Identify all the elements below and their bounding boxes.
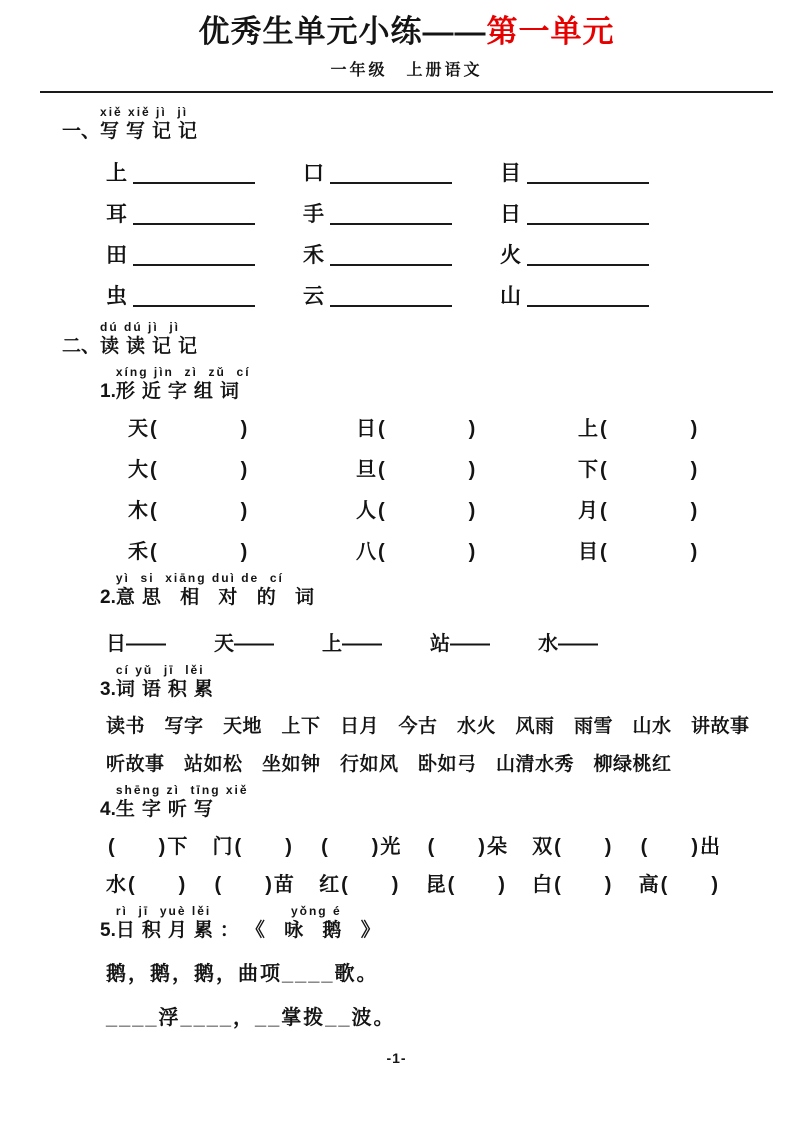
page-title xyxy=(62,14,751,50)
dictation-item xyxy=(532,873,613,897)
sub5-title-left: 日积月累： xyxy=(115,920,246,942)
paren-open: ( xyxy=(378,459,385,482)
after-text: 苗 xyxy=(273,874,294,897)
character: 上 xyxy=(106,162,127,186)
page-subtitle: 一年级 上册语文 xyxy=(330,61,483,79)
character: 下 xyxy=(578,459,598,482)
sub3-number: 3. xyxy=(100,679,116,701)
blank-line xyxy=(527,158,649,184)
sub4-number: 4. xyxy=(100,799,116,821)
paren-open: ( xyxy=(600,459,607,482)
paren-close: ) xyxy=(690,541,698,564)
character: 虫 xyxy=(106,285,127,309)
paren-close: ) xyxy=(158,836,166,859)
page-number: -1- xyxy=(386,1050,407,1066)
after-text: 下 xyxy=(167,836,188,859)
paren-open: ( xyxy=(660,874,668,897)
paren-close: ) xyxy=(265,874,272,897)
paren-close: ) xyxy=(391,874,399,897)
character: 田 xyxy=(106,244,127,268)
paren-close: ) xyxy=(240,459,248,482)
paren-close: ) xyxy=(468,459,476,482)
sub5-heading xyxy=(100,905,751,942)
paren-close: ) xyxy=(240,541,248,564)
paren-open: ( xyxy=(378,500,385,523)
section1-pinyin: xiě xiě jì jì xyxy=(100,104,189,119)
blank-line xyxy=(527,281,649,307)
sub5-title-right: 《 咏 鹅 》 xyxy=(245,920,387,942)
dictation-line1 xyxy=(106,835,720,859)
header-divider xyxy=(40,91,773,93)
dictation-item xyxy=(319,835,400,859)
character: 口 xyxy=(303,162,324,186)
paren-open: ( xyxy=(341,874,348,897)
paren-open: ( xyxy=(150,418,157,441)
before-text: 高 xyxy=(638,874,659,897)
dictation-item xyxy=(106,835,187,859)
sub2-number: 2. xyxy=(100,587,116,609)
blank-line xyxy=(330,240,452,266)
character: 日 xyxy=(356,418,376,441)
paren-open: ( xyxy=(150,459,157,482)
dictation-item xyxy=(213,873,294,897)
sub2-title: 意思 相 对 的 词 xyxy=(115,587,321,609)
character: 大 xyxy=(128,459,148,482)
page-title-red: 第一单元 xyxy=(486,14,615,49)
poem-line2: ____浮____，__掌拨__波。 xyxy=(106,1007,396,1030)
paren-close: ) xyxy=(468,500,476,523)
write-grid xyxy=(106,158,751,307)
character: 上 xyxy=(578,418,598,441)
character: 天 xyxy=(128,418,148,441)
sub4-pinyin: shēng zì tīng xiě xyxy=(115,783,249,798)
section1-heading xyxy=(62,106,751,143)
sub2-pinyin: yì si xiāng duì de cí xyxy=(115,571,284,586)
after-text: 光 xyxy=(380,836,401,859)
paren-close: ) xyxy=(178,874,186,897)
write-cell xyxy=(106,240,303,266)
dictation-item xyxy=(639,873,720,897)
blank-line xyxy=(133,240,255,266)
before-text: 门 xyxy=(212,836,233,859)
sub3-heading xyxy=(100,664,751,701)
sub1-heading xyxy=(100,366,751,403)
character: 日 xyxy=(500,203,521,227)
opposite-item: 天—— xyxy=(214,633,274,656)
section2-title: 读读记记 xyxy=(100,336,205,358)
character: 手 xyxy=(303,203,324,227)
write-cell xyxy=(500,158,699,184)
sub1-pinyin: xíng jìn zì zǔ cí xyxy=(115,365,251,380)
character: 禾 xyxy=(128,541,148,564)
section2-number: 二、 xyxy=(62,336,101,358)
sub5-pinyin-right: yǒng é xyxy=(290,904,342,919)
write-cell xyxy=(303,281,500,307)
dictation-item xyxy=(213,835,294,859)
paren-open: ( xyxy=(150,541,157,564)
paren-cell xyxy=(128,417,356,441)
sub5-number: 5. xyxy=(100,920,116,942)
paren-cell xyxy=(578,499,751,523)
character: 月 xyxy=(578,500,598,523)
character: 火 xyxy=(500,244,521,268)
character: 木 xyxy=(128,500,148,523)
before-text: 双 xyxy=(532,836,553,859)
paren-close: ) xyxy=(478,836,485,859)
paren-cell xyxy=(578,458,751,482)
write-cell xyxy=(303,199,500,225)
paren-close: ) xyxy=(604,836,612,859)
paren-cell xyxy=(128,458,356,482)
write-cell xyxy=(303,240,500,266)
word-list-line1: 读书 写字 天地 上下 日月 今古 水火 风雨 雨雪 山水 讲故事 xyxy=(106,715,750,737)
paren-open: ( xyxy=(128,874,135,897)
opposite-item: 水—— xyxy=(538,633,598,656)
blank-line xyxy=(527,199,649,225)
opposite-item: 日—— xyxy=(106,633,166,656)
paren-cell xyxy=(356,499,578,523)
paren-open: ( xyxy=(378,418,385,441)
before-text: 昆 xyxy=(425,874,446,897)
blank-line xyxy=(133,281,255,307)
opposite-item: 站—— xyxy=(430,633,490,656)
paren-close: ) xyxy=(498,874,505,897)
dictation-item xyxy=(532,835,613,859)
poem-line1: 鹅，鹅，鹅，曲项____歌。 xyxy=(106,963,379,986)
word-list-line2: 听故事 站如松 坐如钟 行如风 卧如弓 山清水秀 柳绿桃红 xyxy=(106,753,672,775)
blank-line xyxy=(133,158,255,184)
before-text: 水 xyxy=(106,874,126,897)
paren-open: ( xyxy=(554,874,561,897)
near-character-grid xyxy=(128,417,751,564)
paren-close: ) xyxy=(240,500,248,523)
paren-cell xyxy=(356,540,578,564)
paren-cell xyxy=(128,540,356,564)
page-title-black: 优秀生单元小练—— xyxy=(198,14,487,49)
write-cell xyxy=(106,281,303,307)
opposite-item: 上—— xyxy=(322,633,382,656)
character: 耳 xyxy=(106,203,127,227)
paren-open: ( xyxy=(214,874,222,897)
after-text: 出 xyxy=(700,836,720,859)
dictation-line2 xyxy=(106,873,720,897)
sub4-heading xyxy=(100,784,751,821)
paren-close: ) xyxy=(371,836,379,859)
paren-close: ) xyxy=(691,836,698,859)
paren-open: ( xyxy=(554,836,561,859)
dictation-item xyxy=(106,873,187,897)
paren-open: ( xyxy=(321,836,328,859)
paren-open: ( xyxy=(600,418,607,441)
character: 旦 xyxy=(356,459,376,482)
paren-close: ) xyxy=(240,418,248,441)
paren-cell xyxy=(356,458,578,482)
sub4-title: 生字听写 xyxy=(115,799,220,821)
section1-number: 一、 xyxy=(62,120,101,142)
blank-line xyxy=(330,158,452,184)
paren-open: ( xyxy=(234,836,242,859)
write-cell xyxy=(303,158,500,184)
sub3-title: 词语积累 xyxy=(115,679,220,701)
character: 禾 xyxy=(303,244,324,268)
character: 八 xyxy=(356,541,376,564)
write-cell xyxy=(106,199,303,225)
paren-cell xyxy=(578,417,751,441)
paren-cell xyxy=(578,540,751,564)
write-cell xyxy=(500,199,699,225)
character: 云 xyxy=(303,285,324,309)
paren-close: ) xyxy=(468,418,476,441)
section1-title: 写写记记 xyxy=(100,120,205,142)
write-cell xyxy=(500,281,699,307)
paren-open: ( xyxy=(378,541,385,564)
paren-open: ( xyxy=(427,836,435,859)
paren-close: ) xyxy=(690,500,698,523)
paren-open: ( xyxy=(150,500,157,523)
paren-close: ) xyxy=(690,459,698,482)
paren-close: ) xyxy=(690,418,698,441)
blank-line xyxy=(527,240,649,266)
dictation-item xyxy=(639,835,720,859)
write-cell xyxy=(500,240,699,266)
paren-open: ( xyxy=(108,836,115,859)
paren-open: ( xyxy=(447,874,455,897)
character: 人 xyxy=(356,500,376,523)
sub2-heading xyxy=(100,572,751,609)
dictation-item xyxy=(426,873,507,897)
paren-close: ) xyxy=(468,541,476,564)
section2-pinyin: dú dú jì jì xyxy=(100,320,181,335)
character: 目 xyxy=(500,162,521,186)
paren-open: ( xyxy=(600,541,607,564)
paren-open: ( xyxy=(640,836,648,859)
opposite-words-row xyxy=(106,627,751,656)
paren-close: ) xyxy=(711,874,718,897)
blank-line xyxy=(133,199,255,225)
paren-open: ( xyxy=(600,500,607,523)
dictation-item xyxy=(426,835,507,859)
before-text: 红 xyxy=(319,874,340,897)
sub1-title: 形近字组词 xyxy=(115,381,246,403)
paren-cell xyxy=(128,499,356,523)
sub5-pinyin-left: rì jī yuè lěi xyxy=(115,904,212,919)
write-cell xyxy=(106,158,303,184)
paren-close: ) xyxy=(604,874,612,897)
sub1-number: 1. xyxy=(100,381,116,403)
dictation-item xyxy=(319,873,400,897)
sub3-pinyin: cí yǔ jī lěi xyxy=(115,663,205,678)
paren-cell xyxy=(356,417,578,441)
after-text: 朵 xyxy=(486,836,507,859)
blank-line xyxy=(330,281,452,307)
character: 山 xyxy=(500,285,521,309)
before-text: 白 xyxy=(532,874,553,897)
character: 目 xyxy=(578,541,598,564)
section2-heading xyxy=(62,321,751,358)
blank-line xyxy=(330,199,452,225)
paren-close: ) xyxy=(285,836,292,859)
